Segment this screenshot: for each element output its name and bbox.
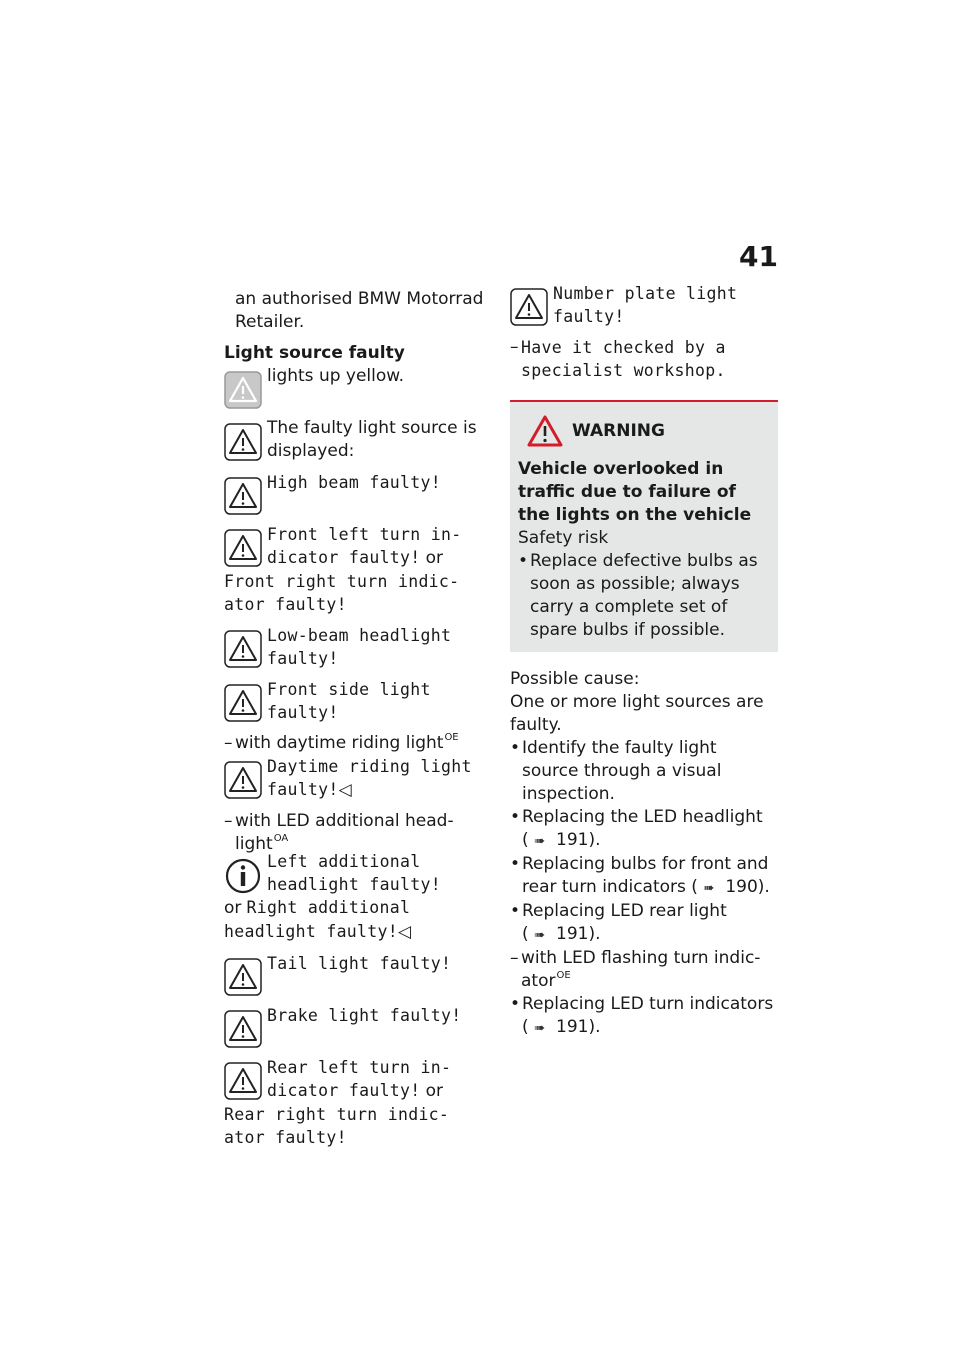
warning-risk: Safety risk — [518, 528, 609, 548]
msg-front-side-row — [224, 678, 496, 724]
warning-header — [518, 414, 770, 448]
msg-brake: Brake light faulty! — [267, 1006, 462, 1025]
msg-plate-a: Number plate light — [553, 284, 738, 303]
bullet-3: Replacing bulbs for front and rear turn indicators — [522, 854, 769, 897]
msg-high-beam-row — [224, 471, 496, 515]
led-flash-a: with LED flashing turn indic- — [521, 948, 761, 968]
bullet-4-ref[interactable]: 191). — [556, 924, 601, 944]
msg-rear-left-a: Rear left turn in- — [267, 1058, 452, 1077]
msg-front-side-b: faulty! — [267, 703, 339, 722]
msg-tail-row — [224, 952, 496, 996]
warning-triangle-red-icon — [518, 414, 564, 448]
msg-low-beam-a: Low-beam headlight — [267, 626, 452, 645]
msg-rear-left-b: dicator faulty! — [267, 1081, 421, 1100]
msg-low-beam-row — [224, 624, 496, 670]
led-flash-b: ator — [521, 971, 556, 991]
check-instruction: – Have it checked by a specialist workshop. — [510, 337, 726, 380]
msg-brake-row — [224, 1004, 496, 1048]
led-condition: – with LED additional head- light$^{OA}$ — [224, 811, 454, 854]
bullet-5: Replacing LED turn indicators — [522, 994, 774, 1014]
msg-high-beam: High beam faulty! — [267, 473, 441, 492]
msg-right-add-a: Right additional — [246, 898, 411, 917]
msg-daytime-b: faulty! — [267, 780, 339, 799]
bullet-2: Replacing the LED headlight — [522, 807, 763, 827]
oe-superscript: OE — [444, 732, 459, 743]
msg-front-right-a: Front right turn indic- — [224, 572, 460, 591]
warning-label: WARNING — [572, 421, 665, 441]
bullet-4: Replacing LED rear light — [522, 901, 727, 921]
msg-left-add-b: headlight faulty! — [267, 875, 441, 894]
end-mark: ◁ — [397, 922, 412, 942]
msg-daytime-row — [224, 755, 496, 802]
msg-plate-b: faulty! — [553, 307, 625, 326]
warning-triangle-icon — [224, 529, 262, 567]
led-flash-condition: – with LED flashing turn indic- ator$^{OE}$ — [510, 948, 761, 991]
bullet-2-ref[interactable]: 191). — [556, 830, 601, 850]
warning-triangle-icon — [224, 761, 262, 799]
check-a: Have it checked by a — [521, 338, 726, 357]
oe-superscript: OE — [556, 970, 571, 981]
right-column — [510, 284, 778, 1040]
list-item: • Replacing LED turn indicators ( ➠ 191). — [510, 993, 778, 1040]
msg-rear-left-row — [224, 1056, 496, 1103]
list-item: • Replacing the LED headlight ( ➠ 191). — [510, 806, 778, 853]
warning-triangle-icon — [224, 684, 262, 722]
warning-triangle-icon — [224, 477, 262, 515]
check-b: specialist workshop. — [521, 361, 726, 380]
left-column — [224, 288, 496, 1157]
warning-title: Vehicle overlooked in traffic due to failure of the lights on the vehicle — [518, 459, 752, 525]
warning-bullet: • Replace defective bulbs as soon as possible; always carry a complete set of spare bulbs if possible. — [518, 550, 770, 642]
bullet-5-ref[interactable]: 191). — [556, 1017, 601, 1037]
led-condition-a: with LED additional head- — [235, 811, 454, 831]
or-text: or — [425, 548, 443, 568]
warning-triangle-icon — [224, 1010, 262, 1048]
msg-front-left-a: Front left turn in- — [267, 525, 462, 544]
page-ref-arrow-icon: ➠ — [534, 834, 546, 849]
daytime-condition-text: with daytime riding light — [235, 733, 444, 753]
end-mark: ◁ — [338, 780, 352, 800]
faulty-text: The faulty light source is displayed: — [267, 418, 477, 461]
indicator-yellow-row — [224, 365, 496, 409]
cause-label: Possible cause: — [510, 669, 640, 689]
faulty-displayed-row — [224, 417, 496, 463]
warning-bullet-text: Replace defective bulbs as soon as possible; always carry a complete set of spare bulbs if possible. — [530, 551, 758, 640]
info-circle-icon — [224, 856, 262, 894]
msg-low-beam-b: faulty! — [267, 649, 339, 668]
warning-box — [510, 400, 778, 652]
msg-front-side-a: Front side light — [267, 680, 431, 699]
msg-left-add-row — [224, 850, 496, 896]
page-ref-arrow-icon: ➠ — [534, 928, 546, 943]
intro-text: an authorised BMW Motorrad Retailer. — [235, 289, 484, 332]
page-ref-arrow-icon: ➠ — [703, 881, 715, 896]
list-item: • Replacing bulbs for front and rear turn indicators ( ➠ 190). — [510, 853, 778, 900]
msg-tail: Tail light faulty! — [267, 954, 452, 973]
msg-front-left-b: dicator faulty! — [267, 548, 421, 567]
page-number: 41 — [739, 240, 778, 273]
bullet-1: Identify the faulty light source through a visual inspection. — [522, 738, 722, 804]
yellow-text: lights up yellow. — [267, 366, 405, 386]
warning-triangle-icon — [224, 1062, 262, 1100]
list-item: • Replacing LED rear light ( ➠ 191). — [510, 900, 778, 947]
warning-triangle-icon — [224, 423, 262, 461]
warning-triangle-icon — [224, 958, 262, 996]
or-text: or — [425, 1081, 443, 1101]
page-ref-arrow-icon: ➠ — [534, 1021, 546, 1036]
oa-superscript: OA — [273, 833, 289, 844]
warning-triangle-icon — [510, 288, 548, 326]
msg-left-add-a: Left additional — [267, 852, 421, 871]
msg-rear-right-b: ator faulty! — [224, 1128, 347, 1147]
msg-front-left-row — [224, 523, 496, 570]
msg-plate-row — [510, 282, 778, 328]
msg-right-add-b: headlight faulty! — [224, 922, 398, 941]
section-heading: Light source faulty — [224, 343, 405, 363]
msg-daytime-a: Daytime riding light — [267, 757, 472, 776]
warning-triangle-filled-icon — [224, 371, 262, 409]
led-condition-b: light — [235, 834, 273, 854]
or-text: or — [224, 898, 242, 918]
list-item: • Identify the faulty light source through a visual inspection. — [510, 737, 778, 806]
msg-rear-right-a: Rear right turn indic- — [224, 1105, 450, 1124]
cause-text: One or more light sources are faulty. — [510, 692, 764, 735]
warning-triangle-icon — [224, 630, 262, 668]
daytime-condition: – with daytime riding light$^{OE}$ — [224, 732, 459, 753]
bullet-3-ref[interactable]: 190). — [725, 877, 770, 897]
msg-front-right-b: ator faulty! — [224, 595, 347, 614]
